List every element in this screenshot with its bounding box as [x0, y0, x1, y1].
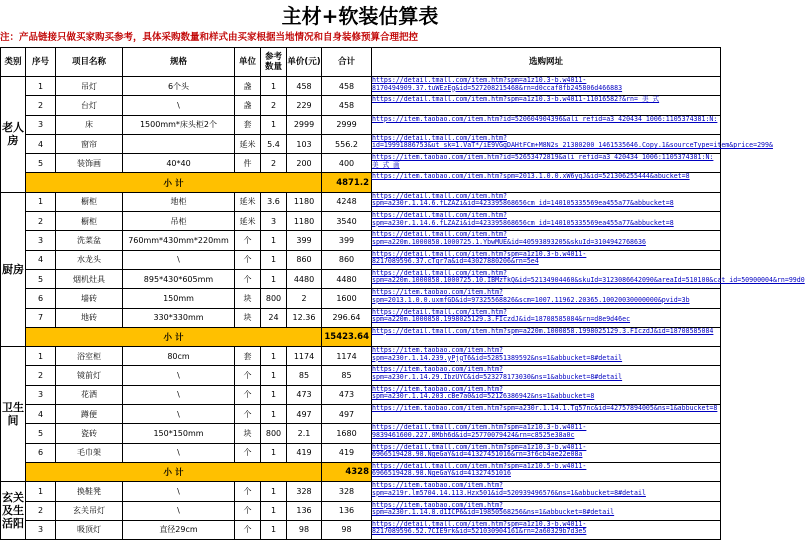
item-qty: 1 — [261, 366, 287, 385]
item-name: 镜前灯 — [56, 366, 123, 385]
product-link[interactable]: https://detail.tmall.com/item.htm?spm=a230r.1.14.6.fLZAZi&id=423395868656cm_id=140105335569ea455a77&abbucket=8 — [372, 212, 721, 231]
row-index: 2 — [26, 366, 56, 385]
subtotal-row — [1, 462, 721, 481]
product-link[interactable]: https://detail.tmall.com/item.htm?spm=a1z10.3-b.w4011-6966519428.98.NgeGaY&id=41327451016&rn=3f6cb4ae22e08a — [372, 443, 721, 462]
item-total: 399 — [322, 231, 372, 250]
item-spec: \ — [123, 501, 235, 520]
item-price: 458 — [287, 77, 322, 96]
item-qty: 800 — [261, 424, 287, 443]
item-price: 2999 — [287, 115, 322, 134]
product-link[interactable]: https://item.taobao.com/item.htm?id=52653472819&ali_refid=a3_420434_1006:1105374381:N: 美 式 画 — [372, 154, 721, 173]
item-unit: 个 — [235, 520, 261, 539]
item-price: 1174 — [287, 347, 322, 366]
item-total: 98 — [322, 520, 372, 539]
item-price: 229 — [287, 96, 322, 115]
table-row — [1, 443, 721, 462]
table-row — [1, 385, 721, 404]
item-spec: 40*40 — [123, 154, 235, 173]
item-name: 墙砖 — [56, 289, 123, 308]
category-cell: 卫生间 — [1, 347, 26, 482]
item-unit: 块 — [235, 308, 261, 327]
item-total: 1174 — [322, 347, 372, 366]
item-price: 419 — [287, 443, 322, 462]
header-link: 选购网址 — [372, 48, 721, 77]
table-row — [1, 501, 721, 520]
item-qty: 1 — [261, 405, 287, 424]
product-link[interactable]: https://detail.tmall.com/item.htm?spm=a1z10.3-b.w4011-11016582?&rn= 美 式 — [372, 96, 721, 115]
table-row — [1, 289, 721, 308]
item-spec: \ — [123, 366, 235, 385]
row-index: 6 — [26, 289, 56, 308]
item-name: 蹲便 — [56, 405, 123, 424]
row-index: 3 — [26, 115, 56, 134]
item-spec: 150*150mm — [123, 424, 235, 443]
item-name: 台灯 — [56, 96, 123, 115]
category-cell: 老人房 — [1, 77, 26, 193]
product-link[interactable]: https://item.taobao.com/item.htm?spm=a230r.1.14.1.Tg57nc&id=42757894005&ns=1&abbucket=8 — [372, 405, 721, 424]
item-spec: 760mm*430mm*220mm — [123, 231, 235, 250]
table-row — [1, 96, 721, 115]
product-link[interactable]: https://item.taobao.com/item.htm?spm=a219r.lm5704.14.113.Hzx501&id=520939496576&ns=1&abbucket=8#detail — [372, 482, 721, 501]
row-index: 1 — [26, 77, 56, 96]
product-link[interactable]: https://detail.tmall.com/item.htm?spm=a230r.1.14.6.fLZAZi&id=423395868656cm_id=140105335569ea455a77&abbucket=8 — [372, 192, 721, 211]
item-unit: 块 — [235, 424, 261, 443]
row-index: 3 — [26, 385, 56, 404]
item-name: 洗菜盆 — [56, 231, 123, 250]
row-index: 1 — [26, 192, 56, 211]
estimate-table — [0, 47, 805, 540]
item-total: 1680 — [322, 424, 372, 443]
item-name: 地砖 — [56, 308, 123, 327]
page-title: 主材+软装估算表 — [281, 4, 439, 28]
item-spec: 吊柜 — [123, 212, 235, 231]
header-price: 单价(元) — [287, 48, 322, 77]
item-total: 860 — [322, 250, 372, 269]
item-qty: 1 — [261, 520, 287, 539]
row-index: 1 — [26, 482, 56, 501]
table-row — [1, 154, 721, 173]
row-index: 1 — [26, 347, 56, 366]
product-link[interactable]: https://detail.tmall.com/item.htm?id=19991886753&ut_sk=1.VaT*/iE9VGgDAHtFCm+M8N2s_21380200_1461535646.Copy.1&sourceType=item&price=299& — [372, 134, 721, 153]
subtotal-label: 小 计 — [26, 462, 322, 481]
item-name: 装饰画 — [56, 154, 123, 173]
item-total: 458 — [322, 77, 372, 96]
table-row — [1, 308, 721, 327]
table-row — [1, 134, 721, 153]
item-price: 860 — [287, 250, 322, 269]
item-unit: 个 — [235, 250, 261, 269]
item-unit: 个 — [235, 443, 261, 462]
header-category: 类别 — [1, 48, 26, 77]
item-name: 毛巾架 — [56, 443, 123, 462]
item-qty: 1 — [261, 443, 287, 462]
item-spec: \ — [123, 96, 235, 115]
item-price: 2 — [287, 289, 322, 308]
item-price: 2.1 — [287, 424, 322, 443]
item-unit: 个 — [235, 405, 261, 424]
table-row — [1, 250, 721, 269]
item-qty: 1 — [261, 385, 287, 404]
subtotal-link[interactable]: https://detail.tmall.com/item.htm?spm=a220m.1000858.1998025129.3.FIczdJ&id=18708585084 — [372, 327, 721, 346]
item-name: 吸顶灯 — [56, 520, 123, 539]
item-name: 床 — [56, 115, 123, 134]
item-qty: 1 — [261, 115, 287, 134]
product-link[interactable]: https://detail.tmall.com/item.htm?spm=a1z10.3-b.w4011-8217089596.52.7CIE9rk&id=521030904161&rn=2a60329b7d3e5 — [372, 520, 721, 539]
item-spec: 80cm — [123, 347, 235, 366]
item-price: 98 — [287, 520, 322, 539]
product-link[interactable]: https://item.taobao.com/item.htm?spm=a230r.1.14.203.cBe7a0&id=52126386942&ns=1&abbucket=8 — [372, 385, 721, 404]
item-total: 419 — [322, 443, 372, 462]
category-cell: 玄关及生活阳 — [1, 482, 26, 540]
item-unit: 个 — [235, 366, 261, 385]
item-unit: 个 — [235, 482, 261, 501]
item-qty: 2 — [261, 96, 287, 115]
table-row — [1, 231, 721, 250]
subtotal-link[interactable]: https://item.taobao.com/item.htm?spm=2013.1.0.0.xW6yqJ&id=521306255444&abucket=8 — [372, 173, 721, 192]
product-link[interactable]: https://detail.tmall.com/item.htm?spm=a220m.1000858.1000725.1.YbwMUE&id=40593893205&skuId=3104942768636 — [372, 231, 721, 250]
item-spec: 6个头 — [123, 77, 235, 96]
table-row — [1, 77, 721, 96]
subtotal-label: 小 计 — [26, 327, 322, 346]
category-cell: 厨房 — [1, 192, 26, 346]
item-price: 4480 — [287, 269, 322, 288]
item-unit: 盏 — [235, 96, 261, 115]
row-index: 5 — [26, 269, 56, 288]
product-link[interactable]: https://detail.tmall.com/item.htm?spm=a1z10.3-b.w4011-8170494909.37.tuWEzEg&id=527208215468&rn=d0ccaf8fb245806d466883 — [372, 77, 721, 96]
row-index: 5 — [26, 154, 56, 173]
item-unit: 个 — [235, 269, 261, 288]
subtotal-value: 15423.64 — [322, 327, 372, 346]
row-index: 6 — [26, 443, 56, 462]
item-spec: 330*330mm — [123, 308, 235, 327]
item-price: 328 — [287, 482, 322, 501]
item-price: 497 — [287, 405, 322, 424]
item-total: 497 — [322, 405, 372, 424]
item-total: 136 — [322, 501, 372, 520]
item-total: 458 — [322, 96, 372, 115]
item-price: 136 — [287, 501, 322, 520]
item-spec: 150mm — [123, 289, 235, 308]
item-qty: 1 — [261, 482, 287, 501]
item-spec: \ — [123, 385, 235, 404]
item-qty: 1 — [261, 231, 287, 250]
header-index: 序号 — [26, 48, 56, 77]
item-qty: 1 — [261, 269, 287, 288]
item-unit: 块 — [235, 289, 261, 308]
item-qty: 3.6 — [261, 192, 287, 211]
item-name: 烟机灶具 — [56, 269, 123, 288]
item-spec: 地柜 — [123, 192, 235, 211]
item-total: 296.64 — [322, 308, 372, 327]
item-spec: \ — [123, 482, 235, 501]
table-row — [1, 212, 721, 231]
table-row — [1, 424, 721, 443]
item-spec — [123, 134, 235, 153]
product-link[interactable]: https://item.taobao.com/item.htm?spm=a230r.1.14.239.yPjgT6&id=52851389592&ns=1&abbucket=8#detail — [372, 347, 721, 366]
row-index: 2 — [26, 501, 56, 520]
product-link[interactable]: https://item.taobao.com/item.htm?spm=2013.1.0.0.uxmfGD&id=97325568826&scm=1007.11962.20365.10020030000000&pvid=3b — [372, 289, 721, 308]
item-total: 1600 — [322, 289, 372, 308]
subtotal-link[interactable]: https://detail.tmall.com/item.htm?spm=a1z10.5-b.w4011-6966519428.98.NgeGaY&id=41327451016 — [372, 462, 721, 481]
item-spec: \ — [123, 250, 235, 269]
item-spec: 1500mm*床头柜2个 — [123, 115, 235, 134]
item-qty: 1 — [261, 501, 287, 520]
item-spec: 895*430*605mm — [123, 269, 235, 288]
subtotal-label: 小 计 — [26, 173, 322, 192]
subtotal-value: 4871.2 — [322, 173, 372, 192]
item-total: 473 — [322, 385, 372, 404]
table-row — [1, 192, 721, 211]
item-unit: 盏 — [235, 77, 261, 96]
subtotal-value: 4328 — [322, 462, 372, 481]
purchase-note: 注：产品链接只做买家购买参考，具体采购数量和样式由买家根据当地情况和自身装修预算合理把控 — [0, 32, 419, 43]
row-index: 4 — [26, 405, 56, 424]
product-link[interactable]: https://item.taobao.com/item.htm?spm=a230r.1.14.29.IbzUYC&id=523278173030&ns=1&abbucket=8#detail — [372, 366, 721, 385]
table-row — [1, 482, 721, 501]
item-name: 窗帘 — [56, 134, 123, 153]
item-total: 3540 — [322, 212, 372, 231]
item-total: 4248 — [322, 192, 372, 211]
product-link[interactable]: https://detail.tmall.com/item.htm?spm=a220m.1000858.1000725.10.IBMzfkQ&id=52134904460&skuId=3123086642090&areaId=510100&cat_id=50900004&rn=99d0 — [372, 269, 721, 288]
header-name: 项目名称 — [56, 48, 123, 77]
item-price: 1180 — [287, 212, 322, 231]
item-price: 399 — [287, 231, 322, 250]
item-unit: 延米 — [235, 134, 261, 153]
table-row — [1, 366, 721, 385]
table-header-row — [1, 48, 721, 77]
item-price: 200 — [287, 154, 322, 173]
item-unit: 个 — [235, 501, 261, 520]
item-unit: 延米 — [235, 192, 261, 211]
item-total: 85 — [322, 366, 372, 385]
item-unit: 套 — [235, 347, 261, 366]
header-spec: 规格 — [123, 48, 235, 77]
item-name: 吊灯 — [56, 77, 123, 96]
table-row — [1, 520, 721, 539]
row-index: 4 — [26, 250, 56, 269]
row-index: 3 — [26, 231, 56, 250]
item-qty: 1 — [261, 77, 287, 96]
table-body — [1, 76, 805, 540]
item-qty: 800 — [261, 289, 287, 308]
product-link[interactable]: https://item.taobao.com/item.htm?spm=a230r.1.14.8.d1ICP6&id=19850568256&ns=1&abbucket=8#detail — [372, 501, 721, 520]
item-name: 瓷砖 — [56, 424, 123, 443]
item-price: 473 — [287, 385, 322, 404]
item-unit: 件 — [235, 154, 261, 173]
item-qty: 1 — [261, 347, 287, 366]
product-link[interactable]: https://detail.tmall.com/item.htm?spm=a1z10.3-b.w4011-9839461600.227.0Mbh6d&id=25770079424&rn=c8525e38a0c — [372, 424, 721, 443]
row-index: 4 — [26, 134, 56, 153]
table-row — [1, 347, 721, 366]
item-name: 浴室柜 — [56, 347, 123, 366]
item-total: 400 — [322, 154, 372, 173]
product-link[interactable]: https://detail.tmall.com/item.htm?spm=a220m.1000858.1998025129.3.FIczdJ&id=18708585084&rn=d8e9d46ec — [372, 308, 721, 327]
item-spec: 直径29cm — [123, 520, 235, 539]
table-row — [1, 115, 721, 134]
row-index: 2 — [26, 96, 56, 115]
table-row — [1, 269, 721, 288]
item-name: 水龙头 — [56, 250, 123, 269]
item-price: 1180 — [287, 192, 322, 211]
item-spec: \ — [123, 405, 235, 424]
item-name: 橱柜 — [56, 212, 123, 231]
product-link[interactable]: https://item.taobao.com/item.htm?id=520604904396&ali_refid=a3_420434_1006:1105374381:N: — [372, 115, 721, 134]
item-unit: 套 — [235, 115, 261, 134]
subtotal-row — [1, 327, 721, 346]
item-total: 556.2 — [322, 134, 372, 153]
item-total: 2999 — [322, 115, 372, 134]
item-unit: 个 — [235, 231, 261, 250]
item-name: 花洒 — [56, 385, 123, 404]
item-qty: 24 — [261, 308, 287, 327]
table-row — [1, 405, 721, 424]
item-name: 橱柜 — [56, 192, 123, 211]
item-qty: 1 — [261, 250, 287, 269]
item-total: 328 — [322, 482, 372, 501]
row-index: 3 — [26, 520, 56, 539]
header-total: 合计 — [322, 48, 372, 77]
subtotal-row — [1, 173, 721, 192]
item-price: 12.36 — [287, 308, 322, 327]
product-link[interactable]: https://detail.tmall.com/item.htm?spm=a1z10.3-b.w4011-8217089596.37.cTqr7a&id=43027880206&rn=5e4 — [372, 250, 721, 269]
header-unit: 单位 — [235, 48, 261, 77]
header-ref-qty: 参考数量 — [261, 48, 287, 77]
item-spec: \ — [123, 443, 235, 462]
item-qty: 3 — [261, 212, 287, 231]
item-price: 85 — [287, 366, 322, 385]
item-name: 玄关吊灯 — [56, 501, 123, 520]
row-index: 2 — [26, 212, 56, 231]
item-name: 换鞋凳 — [56, 482, 123, 501]
item-total: 4480 — [322, 269, 372, 288]
item-unit: 延米 — [235, 212, 261, 231]
item-unit: 个 — [235, 385, 261, 404]
item-qty: 2 — [261, 154, 287, 173]
item-price: 103 — [287, 134, 322, 153]
item-qty: 5.4 — [261, 134, 287, 153]
row-index: 7 — [26, 308, 56, 327]
row-index: 5 — [26, 424, 56, 443]
